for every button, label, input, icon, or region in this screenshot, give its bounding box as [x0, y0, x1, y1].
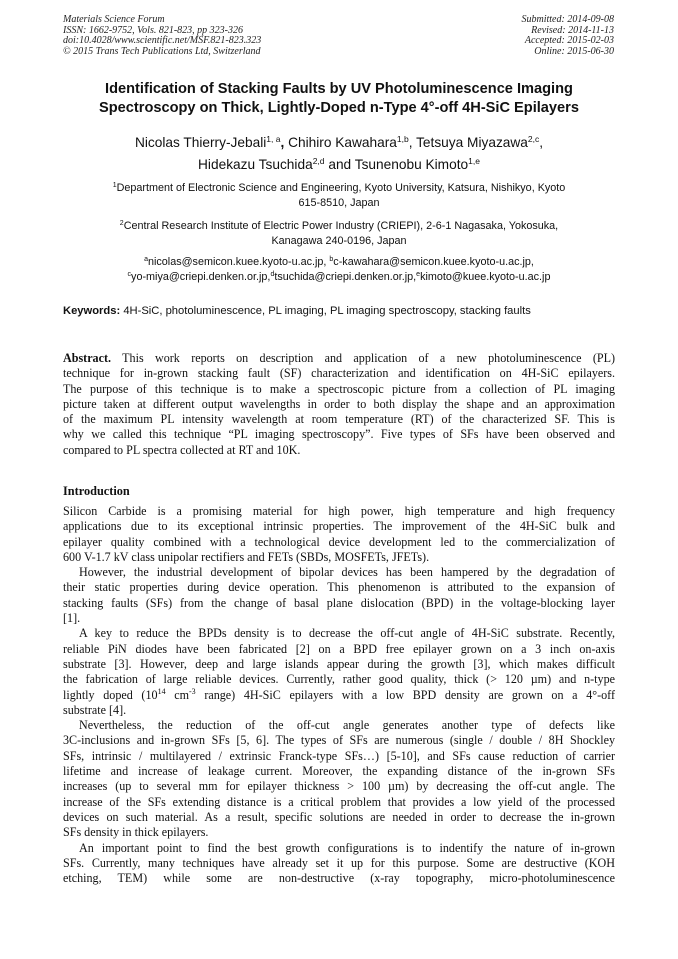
section-heading-introduction: Introduction — [63, 484, 130, 498]
text-line: Nevertheless, the reduction of the off-cut angle generates another type of defects like — [79, 718, 615, 733]
author-affil-mark: 2,d — [312, 156, 325, 166]
text-line: An important point to find the best growth configurations is to indentify the nature of in-grown — [79, 840, 615, 855]
author-name: Tetsuya Miyazawa — [416, 135, 528, 150]
journal-issn: ISSN: 1662-9752, Vols. 821-823, pp 323-326 — [63, 24, 243, 36]
abstract-line: technique for in-grown stacking fault (SF) characterization and identification on 4H-SiC epilayers. — [63, 366, 615, 381]
text-line: substrate [4]. — [63, 702, 127, 717]
text-line: increases (up to several mm for epilayer thickness > 100 µm) by decreasing the off-cut angle. The — [63, 779, 615, 794]
introduction-text — [63, 504, 615, 886]
paper-title — [40, 80, 638, 118]
date-online: Online: 2015-06-30 — [534, 45, 614, 57]
email-link[interactable]: tsuchida@criepi.denken.or.jp, — [274, 270, 417, 283]
date-revised: Revised: 2014-11-13 — [531, 24, 614, 36]
author-name: Tsunenobu Kimoto — [354, 157, 469, 172]
author-line: Nicolas Thierry-Jebali$^{1, a}$, Chihiro Kawahara$^{1,b}$, Tetsuya Miyazawa$^{2,c}$, — [134, 134, 544, 150]
publication-dates — [522, 15, 615, 57]
journal-info — [63, 15, 261, 57]
email-link[interactable]: c-kawahara@semicon.kuee.kyoto-u.ac.jp, — [333, 256, 534, 268]
text-line: the fabrication of large reliable devices. Currently, rather good quality, thick (> 120 µm) and n-type — [63, 672, 615, 687]
author-emails — [40, 255, 638, 284]
author-name: Nicolas Thierry-Jebali — [134, 135, 267, 150]
affiliation-line: 615-8510, Japan — [298, 196, 380, 209]
author-name: Chihiro Kawahara — [288, 135, 397, 150]
abstract-label: Abstract. — [63, 351, 112, 365]
text-line: SFs, intrinsic / multilayered / extrinsic Franck-type SFs…) [5-10], and SFs cause reduction of carrier — [63, 748, 615, 763]
affiliation-line: $^1$Department of Electronic Science and Engineering, Kyoto University, Katsura, Nishikyo, Kyoto — [112, 182, 566, 194]
text-line: lightly doped ($10^{14}$ $cm^{-3}$ range) 4H-SiC epilayers with a low BPD density are grown on a 4°-off — [63, 686, 615, 702]
paragraph — [63, 841, 615, 887]
author-affil-mark: 1,b — [396, 134, 409, 144]
text-line: applications due to its exceptional intrinsic properties. The improvement of the 4H-SiC bulk and — [63, 519, 615, 534]
abstract-line: Abstract. This work reports on description and application of a new photoluminescence (PL) — [63, 351, 615, 365]
text-line: substrate [3]. However, deep and large islands appear during the growth [3], which makes difficult — [63, 656, 615, 671]
affiliation-line: $^2$Central Research Institute of Electric Power Industry (CRIEPI), 2-6-1 Nagasaka, Yokosuka, — [119, 220, 559, 232]
abstract-line: picture taken at different output wavelengths in order to both display the shape and an approximation — [63, 396, 615, 411]
abstract-line: why we called this technique “PL imaging spectroscopy”. Five types of SFs have been observed and — [63, 427, 615, 442]
keywords — [63, 304, 531, 318]
text-line: their static properties during device operation. This phenomenon is attributed to the expansion of — [63, 580, 615, 595]
text-line: increase of the SFs extending distance is a critical problem that provides a low yield of the processed — [63, 794, 615, 809]
affiliation-mark: 2 — [119, 220, 124, 227]
abstract-line: compared to PL spectra collected at RT and 10K. — [63, 442, 301, 457]
email-link[interactable]: kimoto@kuee.kyoto-u.ac.jp — [420, 270, 551, 283]
text-line: SFs density in thick epilayers. — [63, 825, 209, 840]
text-line: However, the industrial development of bipolar devices has been hampered by the degradation of — [79, 565, 615, 580]
affiliation-mark: 1 — [112, 182, 117, 189]
affiliation-1 — [40, 181, 638, 210]
text-line: etching, TEM) while some are non-destructive (x-ray topography, micro-photoluminescence — [63, 871, 615, 886]
journal-copyright: © 2015 Trans Tech Publications Ltd, Switzerland — [63, 45, 261, 57]
paragraph — [63, 504, 615, 565]
author-line — [20, 154, 658, 176]
text-line: lifetime and increase of leakage current. Moreover, the expanding distance of the in-grown SFs — [63, 764, 615, 779]
email-link[interactable]: yo-miya@criepi.denken.or.jp, — [131, 270, 271, 283]
author-conjunction: and — [328, 157, 352, 172]
text-line: Silicon Carbide is a promising material for high power, high temperature and high frequency — [63, 504, 615, 518]
text-line: reliable PiN diodes have been fabricated [2] on a BPD free epilayer grown on a 3 inch on-axis — [63, 641, 615, 656]
text-line: 3C-inclusions and in-grown SFs [5, 6]. The types of SFs are numerous (single / double / 8H Shockley — [63, 733, 615, 748]
affiliation-line: Kanagawa 240-0196, Japan — [271, 234, 407, 247]
text-line: [1]. — [63, 611, 81, 626]
abstract-line: The purpose of this technique is to make a spectroscopic picture from a collection of PL imaging — [63, 381, 615, 396]
title-line: Spectroscopy on Thick, Lightly-Doped n-Type 4°-off 4H-SiC Epilayers — [99, 100, 579, 116]
author-name: Hidekazu Tsuchida — [198, 157, 313, 172]
journal-name: Materials Science Forum — [63, 14, 165, 25]
paragraph — [63, 626, 615, 718]
text-line: 600 V-1.7 kV class unipolar rectifiers and FETs (SBDs, MOSFETs, JFETs). — [63, 549, 430, 564]
paragraph — [63, 565, 615, 626]
author-affil-mark: 1, a — [266, 134, 281, 144]
author-affil-mark: 2,c — [527, 134, 540, 144]
text-line: stacking faults (SFs) from the change of basal plane dislocation (BPD) in the voltage-blocking layer — [63, 595, 615, 610]
date-submitted: Submitted: 2014-09-08 — [521, 14, 614, 25]
email-link[interactable]: nicolas@semicon.kuee.kyoto-u.ac.jp, — [147, 256, 327, 268]
text-line: devices on such material. As a result, specific solutions are needed in order to decrease the in-grown — [63, 809, 615, 824]
email-line: $^c$yo-miya@criepi.denken.or.jp,$^d$tsuchida@criepi.denken.or.jp,$^e$kimoto@kuee.kyoto-u.ac.jp — [127, 270, 551, 283]
journal-doi: doi:10.4028/www.scientific.net/MSF.821-823.323 — [63, 35, 262, 46]
email-line: $^a$nicolas@semicon.kuee.kyoto-u.ac.jp, $^b$c-kawahara@semicon.kuee.kyoto-u.ac.jp, — [144, 256, 534, 268]
abstract-line: of the maximum PL intensity wavelength at room temperature (RT) of the characterized SF. This is — [63, 412, 615, 427]
keywords-text: 4H-SiC, photoluminescence, PL imaging, PL imaging spectroscopy, stacking faults — [123, 305, 531, 317]
affiliation-2 — [40, 219, 638, 248]
author-list — [20, 132, 658, 176]
date-accepted: Accepted: 2015-02-03 — [524, 35, 614, 46]
text-line: A key to reduce the BPDs density is to decrease the off-cut angle of 4H-SiC substrate. Recently, — [79, 626, 615, 641]
text-line: SFs. Currently, many techniques have already set it up for this purpose. Some are destructive (KOH — [63, 855, 615, 870]
abstract — [63, 351, 615, 458]
text-line: epilayer quality combined with a technological device development led to the commercialization of — [63, 534, 615, 549]
title-line: Identification of Stacking Faults by UV Photoluminescence Imaging — [105, 81, 573, 97]
author-affil-mark: 1,e — [468, 156, 480, 166]
paragraph — [63, 718, 615, 840]
keywords-label: Keywords: — [63, 305, 121, 317]
